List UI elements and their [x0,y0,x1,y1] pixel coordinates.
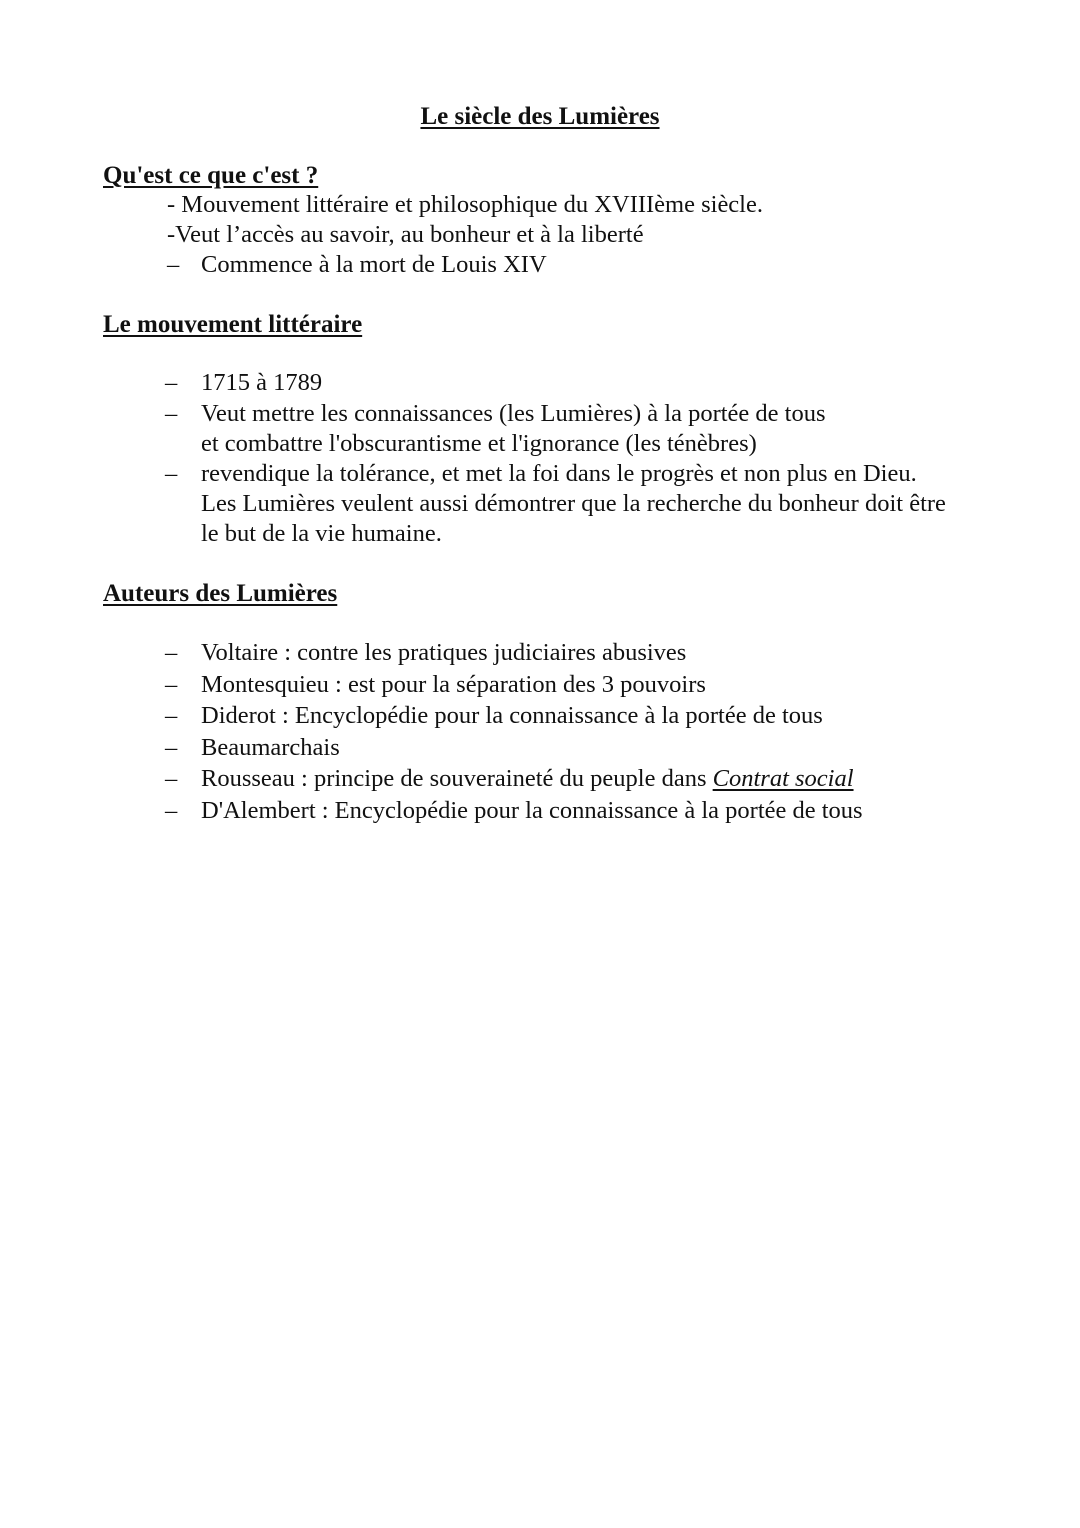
dash-bullet: – [165,400,178,427]
author-text: Beaumarchais [201,733,340,761]
list-item [165,399,946,459]
dash-bullet: – [165,765,178,792]
document-title: Le siècle des Lumières [420,103,660,130]
definition-line [167,250,547,280]
list-item-line: 1715 à 1789 [201,369,323,396]
dash-bullet: – [165,460,178,487]
literary-movement-list [165,368,946,549]
author-text-with-work [201,763,863,795]
author-text: Montesquieu : est pour la séparation des 3 pouvoirs [201,670,706,698]
list-item-line: Veut mettre les connaissances (les Lumières) à la portée de tous [201,400,826,427]
line-prefix: - [167,191,182,218]
line-text: Veut l’accès au savoir, au bonheur et à la liberté [175,221,644,248]
author-item [165,669,863,701]
section-heading-literary-movement: Le mouvement littéraire [103,311,363,338]
list-item-line: revendique la tolérance, et met la foi dans le progrès et non plus en Dieu. [201,460,917,487]
section-heading-definition: Qu'est ce que c'est ? [103,162,319,189]
author-item [165,795,863,827]
dash-bullet: – [165,733,178,761]
author-item [165,732,863,764]
definition-line [167,190,763,220]
list-item-line: et combattre l'obscurantisme et l'ignorance (les ténèbres) [201,430,757,457]
line-prefix: – [167,251,180,278]
dash-bullet: – [165,796,178,824]
dash-bullet: – [165,702,178,729]
line-text: Mouvement littéraire et philosophique du XVIIIème siècle. [181,191,763,218]
author-text: Rousseau : principe de souveraineté du peuple dans [201,765,713,792]
author-item [165,763,863,795]
work-title: Contrat social [712,765,854,792]
line-prefix: - [167,221,176,248]
author-item [165,637,863,669]
definition-line [167,220,644,250]
author-item [165,700,863,732]
list-item-line: Les Lumières veulent aussi démontrer que la recherche du bonheur doit être [201,490,946,517]
dash-bullet: – [165,639,178,666]
authors-list [165,637,863,826]
author-text: D'Alembert : Encyclopédie pour la connaissance à la portée de tous [201,796,863,824]
dash-bullet: – [165,670,178,698]
line-text: Commence à la mort de Louis XIV [201,251,547,278]
list-item [165,459,946,549]
author-text: Voltaire : contre les pratiques judiciaires abusives [201,639,687,666]
list-item [165,368,946,398]
section-heading-authors: Auteurs des Lumières [103,580,338,607]
dash-bullet: – [165,369,178,396]
list-item-line: le but de la vie humaine. [201,520,442,547]
author-text: Diderot : Encyclopédie pour la connaissance à la portée de tous [201,702,823,729]
